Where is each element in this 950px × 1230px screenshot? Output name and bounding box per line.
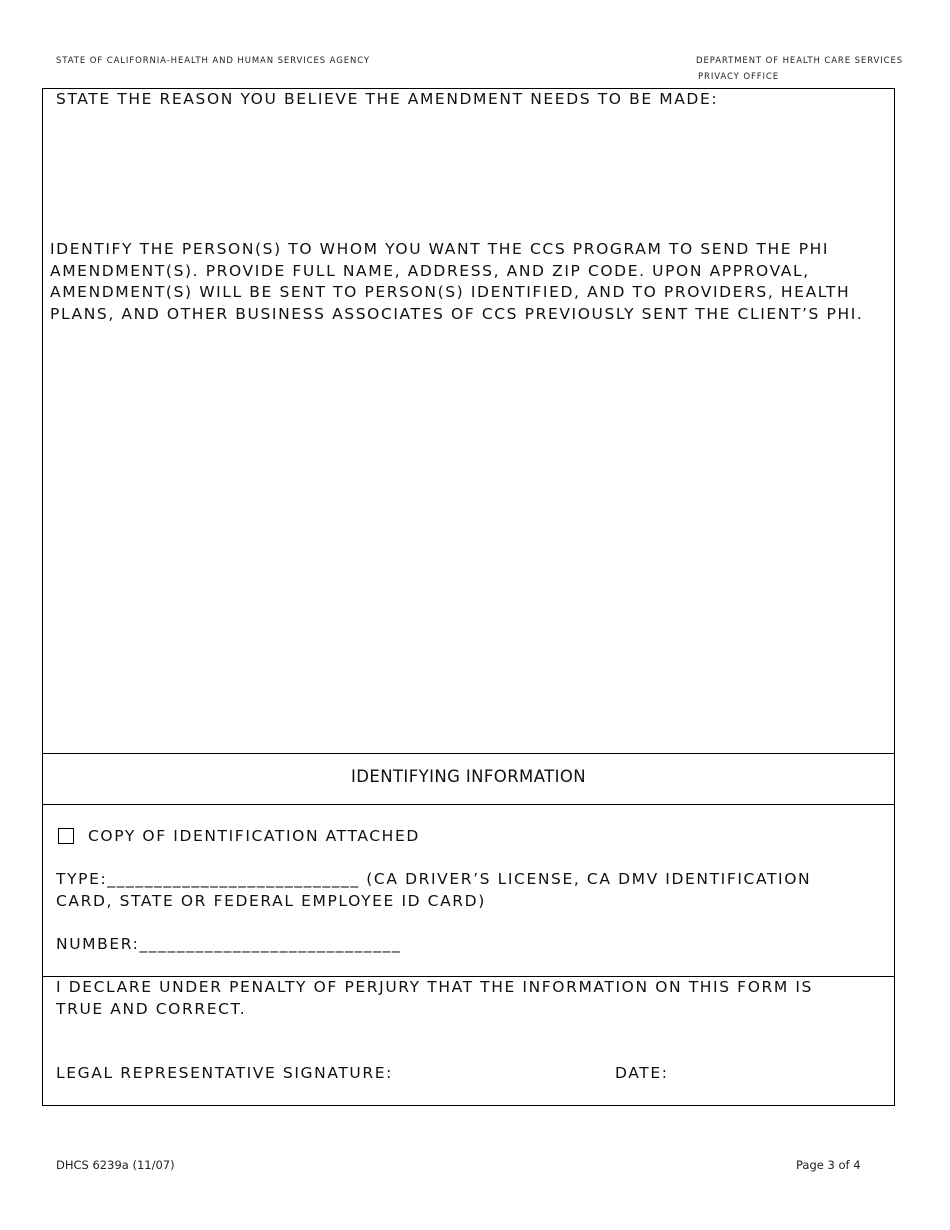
id-number-field[interactable]: NUMBER:____________________________	[56, 935, 402, 953]
section-divider	[42, 804, 895, 805]
signature-field[interactable]	[412, 1060, 602, 1086]
id-attached-checkbox[interactable]	[58, 828, 74, 844]
date-label: DATE:	[615, 1064, 669, 1082]
reason-prompt: STATE THE REASON YOU BELIEVE THE AMENDMENT NEEDS TO BE MADE:	[56, 90, 719, 108]
recipients-line: PLANS, AND OTHER BUSINESS ASSOCIATES OF CCS PREVIOUSLY SENT THE CLIENT’S PHI.	[50, 305, 864, 323]
form-id: DHCS 6239a (11/07)	[56, 1158, 175, 1172]
agency-header: STATE OF CALIFORNIA-HEALTH AND HUMAN SERVICES AGENCY	[56, 56, 371, 66]
recipients-line: AMENDMENT(S). PROVIDE FULL NAME, ADDRESS, AND ZIP CODE. UPON APPROVAL,	[50, 262, 810, 280]
department-header: DEPARTMENT OF HEALTH CARE SERVICES	[696, 56, 904, 66]
id-type-description: CARD, STATE OR FEDERAL EMPLOYEE ID CARD)	[56, 892, 486, 910]
signature-label: LEGAL REPRESENTATIVE SIGNATURE:	[56, 1064, 393, 1082]
page-number: Page 3 of 4	[796, 1158, 861, 1172]
recipients-input-area[interactable]	[50, 332, 888, 747]
identifying-info-title: IDENTIFYING INFORMATION	[351, 767, 586, 786]
declaration-text: TRUE AND CORRECT.	[56, 1000, 247, 1018]
declaration-text: I DECLARE UNDER PENALTY OF PERJURY THAT THE INFORMATION ON THIS FORM IS	[56, 978, 813, 996]
recipients-line: IDENTIFY THE PERSON(S) TO WHOM YOU WANT THE CCS PROGRAM TO SEND THE PHI	[50, 240, 830, 258]
recipients-line: AMENDMENT(S) WILL BE SENT TO PERSON(S) IDENTIFIED, AND TO PROVIDERS, HEALTH	[50, 283, 851, 301]
date-field[interactable]	[676, 1060, 886, 1086]
section-divider	[42, 753, 895, 754]
reason-input-area[interactable]	[50, 114, 888, 236]
id-type-field[interactable]: TYPE:___________________________ (CA DRIVER’S LICENSE, CA DMV IDENTIFICATION	[56, 870, 812, 888]
office-header: PRIVACY OFFICE	[698, 72, 780, 82]
id-attached-label: COPY OF IDENTIFICATION ATTACHED	[88, 827, 420, 845]
